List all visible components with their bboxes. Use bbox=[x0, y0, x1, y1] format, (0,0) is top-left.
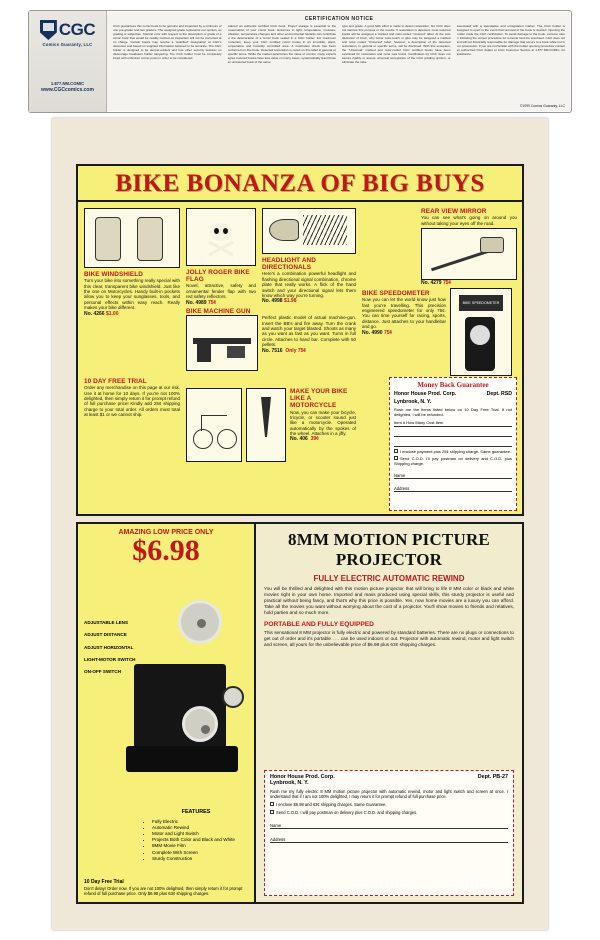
item-number: No. 4989 75¢ bbox=[186, 299, 217, 306]
item-body: Now, you can make your bicycle, tricycle, or scooter sound just like a motorcycle. Operated automatically by the spokes of the wheel. Attaches in a jiffy. bbox=[290, 409, 356, 437]
checkbox-cod-payment[interactable] bbox=[270, 810, 274, 814]
feature-item: • Sturdy Construction bbox=[152, 856, 248, 862]
feature-item: • Projects Both Color and Black and White bbox=[152, 837, 248, 843]
feature-item: • 8MM Movie Film bbox=[152, 843, 248, 849]
item-price: 75¢ bbox=[383, 329, 393, 336]
item-price: 75¢ bbox=[442, 279, 452, 286]
cgc-brand: CGC bbox=[58, 20, 96, 39]
item-number: No. 4266 $1.00 bbox=[84, 310, 119, 317]
ad-item-jolly-roger-flag bbox=[186, 208, 256, 306]
coupon-name-field[interactable]: Name bbox=[394, 473, 512, 479]
cgc-notice-title: CERTIFICATION NOTICE bbox=[304, 16, 374, 22]
projector-order-coupon[interactable] bbox=[264, 770, 514, 896]
order-city-row bbox=[270, 780, 508, 786]
trial-body: Don't delay! Order now. If you are not 100% delighted, then simply return it for prompt refund of full purchase price. Only $6.98 plus 63¢ shipping charges. bbox=[84, 885, 243, 896]
cgc-logo bbox=[40, 20, 95, 40]
ten-day-free-trial-top bbox=[84, 378, 180, 418]
item-price: $1.98 bbox=[283, 298, 297, 305]
projector-ad-title: 8MM MOTION PICTURE PROJECTOR bbox=[288, 530, 490, 569]
feature-item: • Automatic Rewind bbox=[152, 825, 248, 831]
item-price: 75¢ bbox=[207, 299, 217, 306]
cgc-notice-column-1: CGC guarantees this comic book to be genuine and inspected by a minimum of one pre-grader and two graders. The assigned grade represents our opinion, as grading is subjective. Clerical error with respect to the description or grade of a comic book that would be readily noticed on inspection will not be corrected at no charge. Certain books may receive a "qualified" designation at CGC's discretion and based on supplied information believed to be accurate. The CGC holder is designed to be tamper-evident and has other security features so discourage fraudulent holder tampering. The CGC holder must be completely intact with unbroken corner posts in order to be considered. bbox=[113, 25, 222, 60]
ad-item-motorcycle-sound bbox=[186, 388, 356, 462]
coupon-city: Lynbrook, N. Y. bbox=[394, 399, 432, 405]
item-body: Here's a combination powerful headlight and flashing directional signal combination, chrome plate that really works. A flick of the hand switch and your directional signal lets them know which way you're turning. bbox=[262, 271, 356, 298]
order-dept: Dept. PB-27 bbox=[477, 774, 508, 780]
cgc-notice-column-3: type and grade. A good faith effort is made to detect restoration, but CGC does not warrant this process or the results. If restoration is detected, most restored books will be assigned a marked and color-coded "restored" label. At the sole discretion of CGC, why minor color-touch or glue may be assigned a marked and color coded "Universal" label, however, a description of the detected restoration, in general or specific terms, will be disclosed. With this exception, the "Universal" marked and color-coded CGC certified books have been examined for restoration and none was found. Certification by CGC does not assure rigidity or assure universal acceptance of the CGC grading opinion, or eliminate the risks bbox=[342, 25, 451, 64]
projector-features bbox=[144, 809, 248, 862]
cgc-brand-sub: Comics Guaranty, LLC bbox=[42, 42, 93, 47]
skull-icon bbox=[210, 223, 232, 241]
cgc-copyright: ©1999 Comics Guaranty, LLC bbox=[519, 104, 565, 108]
cgc-certification-label bbox=[28, 10, 572, 113]
projector-lens bbox=[222, 686, 244, 708]
order-option-enclosed[interactable]: I enclose $6.98 and 63¢ shipping charges. Same Guarantee. bbox=[270, 802, 508, 807]
machine-gun-illustration bbox=[186, 315, 258, 371]
coupon-company: Honor House Prod. Corp. Dept. RSD bbox=[394, 391, 512, 397]
projector-ad-subtitle: FULLY ELECTRIC AUTOMATIC REWIND bbox=[313, 574, 465, 583]
cgc-logo-block bbox=[29, 11, 107, 112]
feature-item: • Motor and Light Switch bbox=[152, 831, 248, 837]
order-city: Lynbrook, N. Y. bbox=[270, 780, 309, 786]
projector-base bbox=[126, 746, 238, 772]
ten-day-free-trial-bottom bbox=[84, 879, 248, 896]
feature-item: • Complete With Screen bbox=[152, 850, 248, 856]
item-title: REAR VIEW MIRROR bbox=[421, 208, 487, 215]
projector-callouts bbox=[84, 620, 138, 681]
item-body: Now you can let the world know just how fast you're travelling. This precision engineered speedometer for only 75¢. You can time yourself for racing, sports, distance. Just attaches to your handlebar and go. bbox=[362, 297, 446, 330]
trial-body: Order any merchandise on this page at our risk. Use it at home for 10 days. If you're not 100% delighted, then simply return it for prompt refund of full purchase price! Kindly add 25¢ shipping charge to your total order. All orders must total at least $1 or we cannot ship. bbox=[84, 385, 180, 418]
item-title: JOLLY ROGER BIKE FLAG bbox=[186, 269, 250, 284]
checkbox-enclosed-payment[interactable] bbox=[270, 802, 274, 806]
projector-ad-copy-2: This sensational 8 MM projector is fully electric and powered by standard batteries. There are no plugs or connections to get out of order and it's portable . . . can be used indoors or out. Projector with automatic rewind, motor and light switch and screen, all yours for the unbelievable price of $6.98 plus 63¢ shipping charges. bbox=[264, 630, 514, 648]
projector-ad-heading-2: PORTABLE AND FULLY EQUIPPED bbox=[264, 621, 374, 629]
projector-price: $6.98 bbox=[132, 534, 200, 568]
trial-title: 10 Day Free Trial bbox=[84, 879, 124, 886]
cgc-website: www.CGCcomics.com bbox=[41, 87, 94, 93]
checkbox-pay-enclosed[interactable] bbox=[394, 449, 398, 453]
item-price: Only 75¢ bbox=[285, 347, 307, 354]
item-number: No. 4998 $1.98 bbox=[262, 298, 297, 305]
projector-ad-copy: You will be thrilled and delighted with this motion picture projector that will bring to life 8 MM color or black and white movies right in your own home. Imported and mass produced using special skills, this sturdy projector is useful and practical without being fancy, and that's why this price is possible. Yes, now home movies are a luxury you can afford. Take all the movies you want without worrying about the cost of a projector. You'll show movies to friends and relatives, hold parties and so much more. bbox=[264, 586, 514, 616]
order-option-cod[interactable]: Send C.O.D. I will pay postman on delivery plus C.O.D. and shipping charges. bbox=[270, 810, 508, 815]
cgc-phone: 1.877.NM.COMIC bbox=[50, 81, 85, 86]
bike-windshield-illustration bbox=[84, 208, 180, 268]
money-back-guarantee-coupon[interactable] bbox=[389, 377, 517, 511]
item-body: You can see what's going on around you without taking your eyes off the road. bbox=[421, 215, 517, 226]
cgc-notice-column-2: sidered an authentic certified CGC book. Proper storage is essential to the preservation of your comic book. Extremes in light, temperature, moisture, vibration, temperature changes and other environmental hazards can contribute to the deterioration of a comic book sealed in a CGC holder. For maximum protection, keep your CGC certified comic books in an immobile, silent, temperature and humidity controlled area. A restoration check has been performed on this book. Detected restoration is noted on this label in general or specific terms. While the market determines the value of comics, many experts agree restored books have less value on many cases, systematically least those an unrestored book of the same bbox=[227, 25, 336, 64]
cgc-notice-body bbox=[107, 11, 571, 112]
item-price: $1.00 bbox=[105, 310, 119, 317]
comic-page bbox=[52, 118, 548, 930]
coupon-cod-option[interactable]: Send C.O.D. I'll pay postman on delivery and C.O.D. plus Shipping charge. bbox=[394, 456, 512, 466]
projector-illustration bbox=[126, 590, 248, 790]
item-title: HEADLIGHT AND DIRECTIONALS bbox=[262, 257, 316, 272]
projector-ad-right-panel bbox=[254, 524, 522, 902]
film-reel-bottom-icon bbox=[182, 706, 218, 742]
jolly-roger-illustration bbox=[186, 208, 256, 266]
features-header: FEATURES bbox=[181, 809, 211, 816]
coupon-title: Money Back Guarantee bbox=[417, 381, 489, 389]
item-number: No. 406 39¢ bbox=[290, 436, 319, 443]
order-address-field[interactable]: Address bbox=[270, 837, 508, 843]
coupon-text: Rush me the items listed below on 10 Day Free Trial. If not delighted, I will be refunded. bbox=[394, 407, 512, 417]
item-body: Turn your bike into something really special with this clear, transparent bike windshield. Just like the one on Motorcycles. Handy built-in pockets allow you to keep your sunglasses, tools, and personal effects within easy reach. Really makes your bike different. bbox=[84, 278, 180, 311]
callout-adjust-horizontal: ADJUST HORIZONTAL bbox=[84, 644, 134, 650]
item-body: Novel, attractive, safety and ornamental fender flap with two red safety reflectors. bbox=[186, 283, 256, 300]
cgc-notice-column-4: associated with a speculative and unregulated market. The CGC holder is designed to open in the event that removal of the book is desired. Opening the holder voids the CGC certification. To avoid damage to the book, extreme care in following the correct procedure for removal must be exercised. CGC does not and will not financially responsible for damage that occurs to a book while not in our possession. If you are not familiar with the holder opening procedure contact an authorized CGC dealer or CGC Customer Service at 1.877.NM.COMIC, for assistance. bbox=[456, 25, 565, 56]
callout-on-off-switch: ON-OFF SWITCH bbox=[84, 669, 121, 675]
checkbox-cod[interactable] bbox=[394, 456, 398, 460]
bike-bonanza-ad bbox=[76, 164, 524, 516]
coupon-dept: Dept. RSD bbox=[486, 391, 512, 397]
ad-item-bike-windshield bbox=[84, 208, 180, 317]
item-title: BIKE MACHINE GUN bbox=[186, 308, 251, 315]
item-title: BIKE WINDSHIELD bbox=[84, 271, 144, 278]
coupon-pay-option[interactable]: I enclose payment plus 25¢ shipping charge. Same guarantee. bbox=[394, 449, 512, 454]
order-company: Honor House Prod. Corp. bbox=[270, 774, 335, 780]
feature-item: • Fully Electric bbox=[152, 819, 248, 825]
ad-item-headlight-directionals bbox=[262, 208, 356, 304]
amazing-price-label: AMAZING LOW PRICE ONLY bbox=[118, 529, 214, 536]
projector-ad-left-panel bbox=[78, 524, 254, 902]
item-title: MAKE YOUR BIKE LIKE A MOTORCYCLE bbox=[290, 388, 348, 410]
item-body: Perfect plastic model of actual machine-gun. Insert the BB's and fire away. Turn the crank and watch your target blasted. Shoots as many as you want as fast as you want. Turns in full circle. Attaches to hand bar. Complete with 50 pellets. bbox=[262, 315, 356, 348]
coupon-row-2[interactable] bbox=[394, 440, 512, 447]
ad-item-bike-machine-gun bbox=[186, 308, 356, 371]
shield-icon bbox=[40, 20, 57, 40]
coupon-row-1[interactable] bbox=[394, 430, 512, 437]
ad-item-bike-speedometer bbox=[362, 290, 446, 336]
motorcycle-sound-device-illustration bbox=[246, 388, 286, 462]
order-name-field[interactable]: Name bbox=[270, 823, 508, 829]
film-reel-top-icon bbox=[178, 600, 222, 644]
item-number: No. 7516 Only 75¢ bbox=[262, 347, 307, 354]
projector-ad bbox=[76, 522, 524, 904]
item-title: BIKE SPEEDOMETER bbox=[362, 290, 430, 297]
item-number: No. 4990 75¢ bbox=[362, 329, 393, 336]
crossbones-icon bbox=[207, 241, 235, 255]
speedometer-illustration: BIKE SPEEDOMETER bbox=[450, 288, 512, 376]
bicycle-illustration bbox=[186, 388, 242, 462]
item-number: No. 4279 75¢ bbox=[421, 279, 452, 286]
callout-light-motor-switch: LIGHT-MOTOR SWITCH bbox=[84, 656, 136, 662]
coupon-columns: Item # How Many Cost Item bbox=[394, 420, 512, 427]
order-text: Rush me my fully electric 8 MM motion picture projector with automatic rewind, motor and light switch and screen at once. I understand that if I am not 100% delighted, I may return it for prompt refund of full purchase price. bbox=[270, 789, 508, 800]
callout-adjust-distance: ADJUST DISTANCE bbox=[84, 632, 127, 638]
item-price: 39¢ bbox=[310, 436, 319, 443]
ad-item-rear-view-mirror bbox=[421, 208, 517, 286]
trial-title: 10 DAY FREE TRIAL bbox=[84, 378, 147, 385]
headlight-illustration bbox=[262, 208, 356, 254]
bike-bonanza-banner: BIKE BONANZA OF BIG BUYS bbox=[78, 166, 522, 202]
callout-adjustable-lens: ADJUSTABLE LENS bbox=[84, 620, 129, 625]
coupon-address-field[interactable]: Address bbox=[394, 486, 512, 492]
rear-view-mirror-illustration bbox=[421, 228, 517, 280]
